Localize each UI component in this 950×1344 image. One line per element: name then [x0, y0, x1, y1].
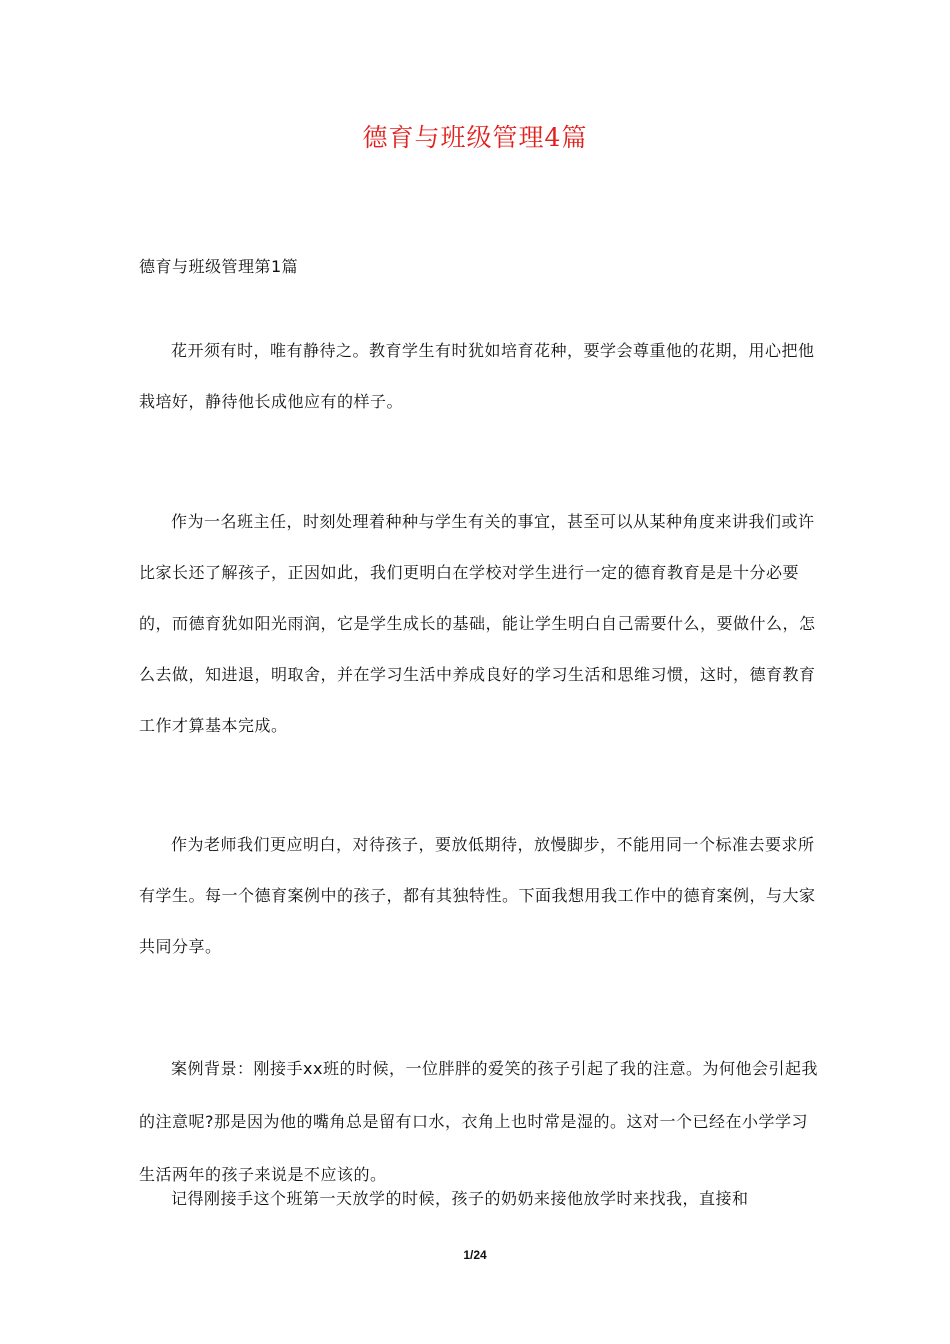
document-title: 德育与班级管理4篇	[362, 123, 588, 152]
paragraph: 作为一名班主任，时刻处理着种种与学生有关的事宜，甚至可以从某种角度来讲我们或许比家长还了解孩子，正因如此，我们更明白在学校对学生进行一定的德育教育是是十分必要的，而德育犹如阳光雨润，它是学生成长的基础，能让学生明白自己需要什么，要做什么，怎么去做，知进退，明取舍，并在学习生活中养成良好的学习生活和思维习惯，这时，德育教育工作才算基本完成。	[139, 512, 816, 735]
paragraph: 花开须有时，唯有静待之。教育学生有时犹如培育花种，要学会尊重他的花期，用心把他栽培好，静待他长成他应有的样子。	[139, 341, 815, 411]
paragraph: 记得刚接手这个班第一天放学的时候，孩子的奶奶来接他放学时来找我，直接和	[171, 1189, 749, 1208]
paragraph: 案例背景：刚接手xx班的时候，一位胖胖的爱笑的孩子引起了我的注意。为何他会引起我的注意呢?那是因为他的嘴角总是留有口水，衣角上也时常是湿的。这对一个已经在小学学习生活两年的孩子来说是不应该的。	[139, 1059, 818, 1184]
page-number: 1/24	[463, 1248, 487, 1262]
section-heading: 德育与班级管理第1篇	[139, 257, 299, 276]
paragraph: 作为老师我们更应明白，对待孩子，要放低期待，放慢脚步，不能用同一个标准去要求所有学生。每一个德育案例中的孩子，都有其独特性。下面我想用我工作中的德育案例，与大家共同分享。	[139, 835, 816, 956]
